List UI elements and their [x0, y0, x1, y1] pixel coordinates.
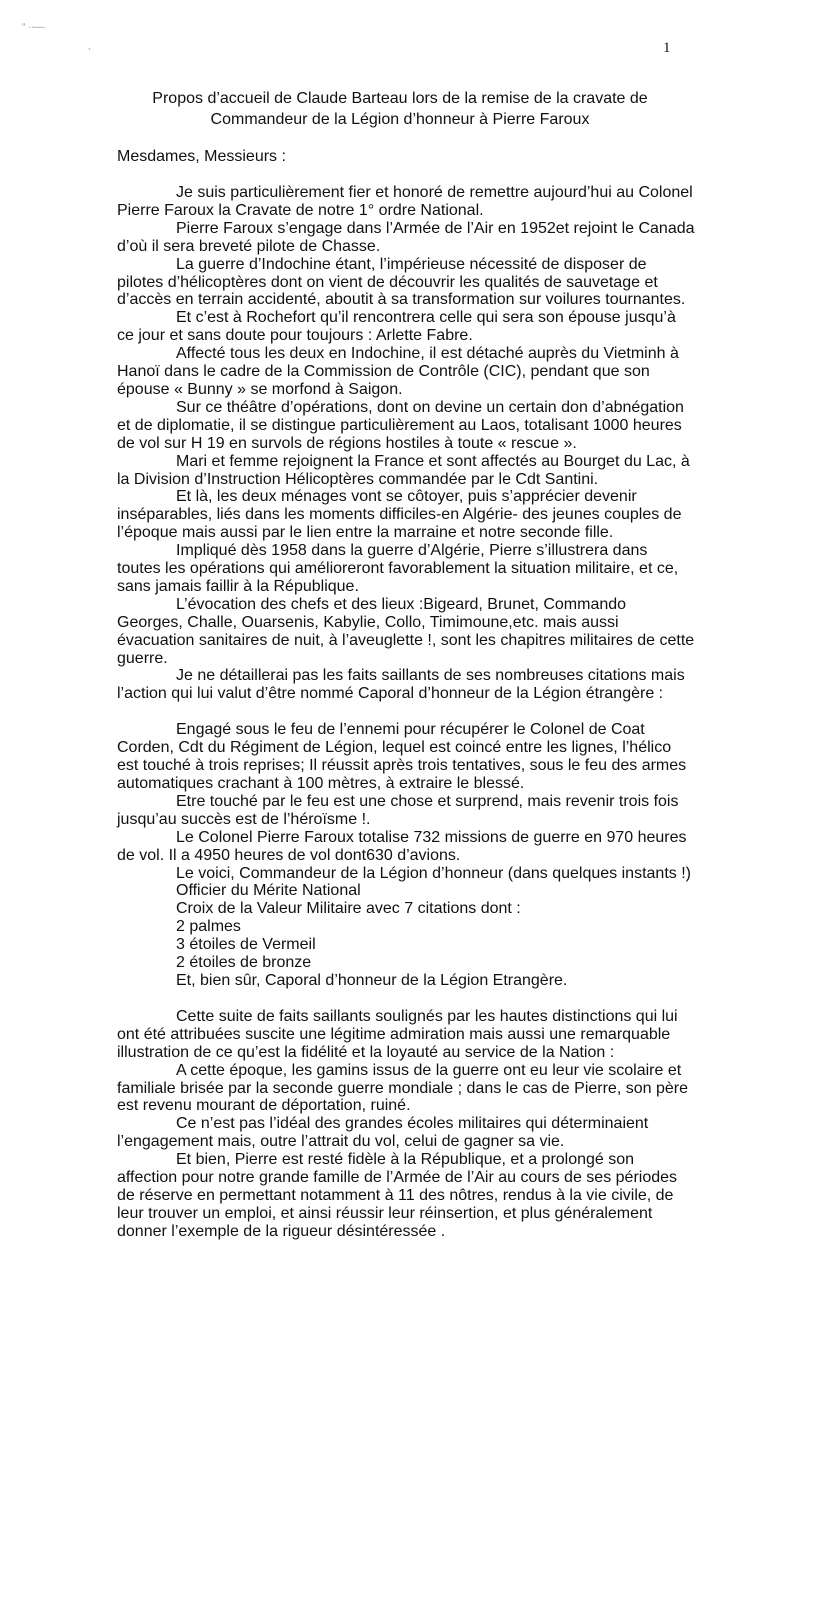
paragraph: Etre touché par le feu est une chose et surprend, mais revenir trois fois jusqu’au succès est de l’héroïsme !. [117, 792, 679, 828]
paragraph: Et là, les deux ménages vont se côtoyer, puis s’apprécier devenir inséparables, liés dans les moments difficiles-en Algérie- des jeunes couples de l’époque mais aussi par le lien entre la marraine et notre seconde fille. [117, 488, 682, 542]
paragraph: Et c’est à Rochefort qu’il rencontrera celle qui sera son épouse jusqu’à ce jour et sans doute pour toujours : Arlette Fabre. [117, 309, 676, 345]
honours-list [117, 882, 695, 989]
paragraph: Pierre Faroux s’engage dans l’Armée de l’Air en 1952et rejoint le Canada d’où il sera breveté pilote de Chasse. [117, 219, 695, 255]
paragraph: Et bien, Pierre est resté fidèle à la République, et a prolongé son affection pour notre grande famille de l’Armée de l’Air au cours de ses périodes de réserve en permettant notamment à 11 des nôtres, rendus à la vie civile, de leur trouver un emploi, et ainsi réussir leur réinsertion, et plus généralement donner l’exemple de la rigueur désintéressée . [117, 1151, 678, 1240]
paragraph: Je suis particulièrement fier et honoré de remettre aujourd’hui au Colonel Pierre Faroux la Cravate de notre 1° ordre National. [117, 184, 693, 219]
page-number: 1 [663, 40, 671, 56]
document-title [120, 88, 680, 130]
paragraph: Ce n’est pas l’idéal des grandes écoles militaires qui déterminaient l’engagement mais, outre l’attrait du vol, celui de gagner sa vie. [117, 1115, 649, 1151]
scan-mark: “ ·‑— [22, 22, 45, 33]
paragraph: Cette suite de faits saillants soulignés par les hautes distinctions qui lui ont été attribuées suscite une légitime admiration mais aussi une remarquable illustration de ce qu’est la fidélité et la loyauté au service de la Nation : [117, 1007, 678, 1061]
paragraph: Le Colonel Pierre Faroux totalise 732 missions de guerre en 970 heures de vol. Il a 4950 heures de vol dont630 d’avions. [117, 828, 687, 864]
title-line: Propos d’accueil de Claude Barteau lors de la remise de la cravate de [152, 90, 648, 107]
paragraph: Engagé sous le feu de l’ennemi pour récupérer le Colonel de Coat Corden, Cdt du Régiment de Légion, lequel est coincé entre les lignes, l’hélico est touché à trois reprises; Il réussit après trois tentatives, sous le feu des armes automatiques crachant à 100 mètres, à extraire le blessé. [117, 721, 687, 792]
honour-item: 3 étoiles de Vermeil [176, 936, 316, 954]
honour-item: Croix de la Valeur Militaire avec 7 citations dont : [176, 900, 521, 918]
greeting: Mesdames, Messieurs : [117, 148, 286, 165]
paragraph: Sur ce théâtre d’opérations, dont on devine un certain don d’abnégation et de diplomatie, il se distingue particulièrement au Laos, totalisant 1000 heures de vol sur H 19 en survols de régions hostiles à toute « rescue ». [117, 398, 684, 452]
paragraph: Impliqué dès 1958 dans la guerre d’Algérie, Pierre s’illustrera dans toutes les opérations qui amélioreront favorablement la situation militaire, et ce, sans jamais faillir à la République. [117, 542, 679, 595]
paragraph: Le voici, Commandeur de la Légion d’honneur (dans quelques instants !) [176, 864, 691, 882]
honour-item: 2 étoiles de bronze [176, 954, 312, 972]
scan-mark: ¸ [88, 40, 92, 51]
paragraph: La guerre d’Indochine étant, l’impérieuse nécessité de disposer de pilotes d’hélicoptères dont on vient de découvrir les qualités de sauvetage et d’accès en terrain accidenté, aboutit à sa transformation sur voilures tournantes. [117, 255, 686, 309]
honour-item: Officier du Mérite National [176, 882, 361, 900]
paragraph: Affecté tous les deux en Indochine, il est détaché auprès du Vietminh à Hanoï dans le cadre de la Commission de Contrôle (CIC), pendant que son épouse « Bunny » se morfond à Saigon. [117, 345, 679, 398]
speech-body [117, 184, 695, 1241]
paragraph: L’évocation des chefs et des lieux :Bigeard, Brunet, Commando Georges, Challe, Ouarsenis, Kabylie, Collo, Timimoune,etc. mais aussi évacuation sanitaires de nuit, à l’aveuglette !, sont les chapitres militaires de cette guerre. [117, 595, 695, 667]
paragraph: A cette époque, les gamins issus de la guerre ont eu leur vie scolaire et familiale brisée par la seconde guerre mondiale ; dans le cas de Pierre, son père est revenu mourant de déportation, ruiné. [117, 1061, 688, 1115]
paragraph: Je ne détaillerai pas les faits saillants de ses nombreuses citations mais l’action qui lui valut d’être nommé Caporal d’honneur de la Légion étrangère : [117, 667, 685, 703]
honour-item: Et, bien sûr, Caporal d’honneur de la Légion Etrangère. [176, 971, 568, 989]
honour-item: 2 palmes [176, 918, 241, 936]
title-line: Commandeur de la Légion d’honneur à Pierre Faroux [210, 111, 590, 128]
paragraph: Mari et femme rejoignent la France et sont affectés au Bourget du Lac, à la Division d’Instruction Hélicoptères commandée par le Cdt Santini. [117, 452, 690, 488]
